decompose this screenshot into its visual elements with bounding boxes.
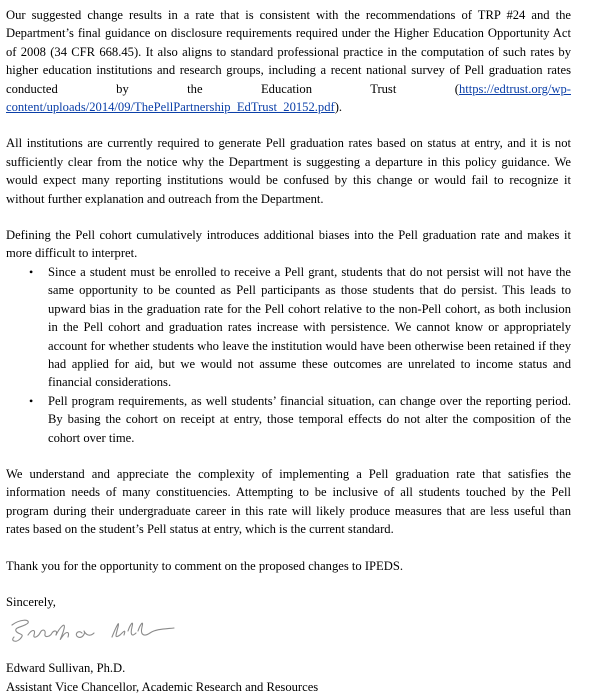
- paragraph-rate-consistency: [6, 6, 571, 116]
- signer-name: Edward Sullivan, Ph.D.: [6, 661, 126, 676]
- paragraph-thanks: Thank you for the opportunity to comment on the proposed changes to IPEDS.: [6, 558, 403, 573]
- list-item-text: Since a student must be enrolled to receive a Pell grant, students that do not persist will not have the same opportunity to be counted as Pell participants as those students that do persist. This leads to upward bias in the graduation rate for the Pell cohort relative to the non-Pell cohort, as both inclusion in the Pell cohort and graduation rates increase with persistence. We cannot know or appropriately account for whether students who leave the institution would have been otherwise been retained if they had applied for aid, but we would not assume these outcomes are unrelated to income status and financial considerations.: [48, 264, 571, 390]
- list-item: [6, 392, 571, 447]
- handwritten-signature-icon: [6, 613, 571, 649]
- bullet-icon: •: [29, 393, 34, 408]
- spacer: [6, 447, 571, 465]
- bullet-list: [6, 263, 571, 447]
- paragraph-text: Our suggested change results in a rate that is consistent with the recommendations of TRP #24 and the Department’s final guidance on disclosure requirements required under the Higher Education Opportunity Act of 2008 (34 CFR 668.45). It also aligns to standard professional practice in the computation of such rates by higher education institutions and research groups, including a recent national survey of Pell graduation rates conducted by the Education Trust (: [6, 8, 571, 96]
- edtrust-report-link[interactable]: https://edtrust.org/wp-content/uploads/2014/09/ThePellPartnership_EdTrust_20152.pdf: [6, 81, 571, 115]
- spacer: [6, 208, 571, 226]
- paragraph-status-at-entry: All institutions are currently required to generate Pell graduation rates based on status at entry, and it is not sufficiently clear from the notice why the Department is suggesting a departure in this policy guidance. We would expect many reporting institutions would be confused by this change or would fail to recognize it without further explanation and outreach from the Department.: [6, 136, 571, 206]
- spacer: [6, 575, 571, 593]
- paragraph-cohort-bias: Defining the Pell cohort cumulatively introduces additional biases into the Pell graduation rate and makes it more difficult to interpret.: [6, 228, 571, 261]
- spacer: [6, 539, 571, 557]
- paragraph-complexity: We understand and appreciate the complexity of implementing a Pell graduation rate that satisfies the information needs of many constituencies. Attempting to be inclusive of all students touched by the Pell program during their undergraduate career in this rate will likely produce measures that are less useful than rates based on the student’s Pell status at entry, which is the current standard.: [6, 466, 571, 537]
- letter-page: [6, 6, 571, 696]
- list-item: [6, 263, 571, 392]
- closing-salutation: Sincerely,: [6, 594, 56, 609]
- signer-title: Assistant Vice Chancellor, Academic Research and Resources: [6, 679, 319, 694]
- paragraph-text-end: ).: [334, 100, 343, 115]
- bullet-icon: •: [29, 264, 34, 279]
- spacer: [6, 116, 571, 134]
- list-item-text: Pell program requirements, as well students’ financial situation, can change over the reporting period. By basing the cohort on receipt at entry, those temporal effects do not alter the composition of the cohort over time.: [48, 393, 571, 445]
